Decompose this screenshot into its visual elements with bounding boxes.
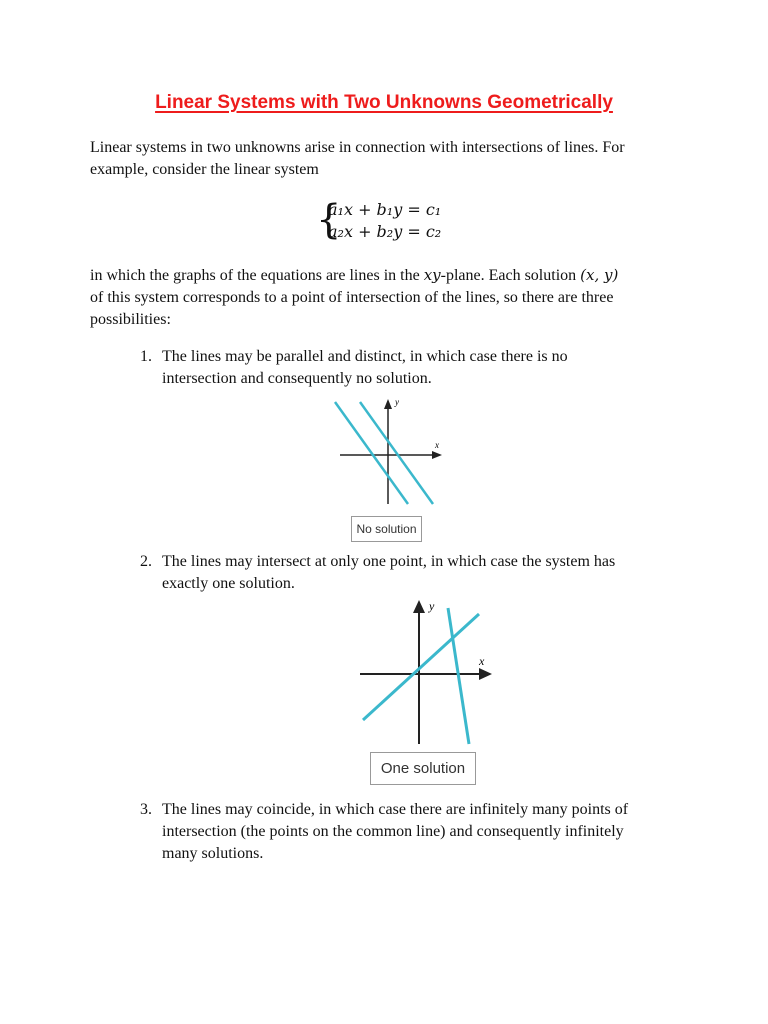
x-axis-arrow [479, 668, 492, 680]
list-item-3-line-2: intersection (the points on the common line) and consequently infinitely [162, 823, 624, 840]
list-item-3-line-1: The lines may coincide, in which case there are infinitely many points of [162, 801, 629, 818]
explanation-paragraph [90, 264, 680, 331]
linear-system [316, 197, 442, 243]
list-item-2 [140, 551, 677, 595]
y-axis-arrow [413, 600, 425, 613]
explanation-text-b: -plane. Each solution [440, 267, 581, 284]
page-title: Linear Systems with Two Unknowns Geometrically [155, 92, 613, 113]
list-item-2-line-2: exactly one solution. [162, 575, 295, 592]
intro-paragraph [90, 137, 680, 181]
y-axis-label: y [395, 397, 399, 407]
equation-1: a₁x + b₁y = c₁ [328, 200, 442, 219]
list-number-2: 2. [140, 553, 152, 570]
list-item-1-line-1: The lines may be parallel and distinct, in which case there is no [162, 348, 568, 365]
explanation-text-a: in which the graphs of the equations are lines in the [90, 267, 424, 284]
list-item-2-line-1: The lines may intersect at only one point, in which case the system has [162, 553, 616, 570]
explanation-line-3: possibilities: [90, 311, 171, 328]
list-number-3: 3. [140, 801, 152, 818]
explanation-line-1 [90, 264, 680, 287]
list-item-3 [140, 799, 677, 865]
intersecting-line-2 [448, 608, 469, 744]
x-axis-label: x [479, 654, 485, 668]
intro-line-2: example, consider the linear system [90, 161, 319, 178]
y-axis-arrow [384, 399, 392, 409]
y-axis-label: y [429, 599, 435, 613]
x-axis-label: x [435, 440, 439, 450]
no-solution-caption: No solution [351, 516, 422, 542]
intro-line-1: Linear systems in two unknowns arise in connection with intersections of lines. For [90, 139, 625, 156]
one-solution-graph [355, 598, 495, 746]
explanation-line-2: of this system corresponds to a point of intersection of the lines, so there are three [90, 289, 614, 306]
system-brace: { [316, 197, 342, 243]
no-solution-graph [330, 396, 446, 510]
list-number-1: 1. [140, 348, 152, 365]
x-axis-arrow [432, 451, 442, 459]
one-solution-caption: One solution [370, 752, 476, 785]
list-item-1-line-2: intersection and consequently no solution. [162, 370, 432, 387]
equation-2: a₂x + b₂y = c₂ [328, 222, 442, 241]
list-item-3-line-3: many solutions. [162, 845, 264, 862]
list-item-1 [140, 346, 677, 390]
solution-pair: (x, y) [580, 266, 619, 284]
xy-symbol: xy [423, 266, 441, 284]
